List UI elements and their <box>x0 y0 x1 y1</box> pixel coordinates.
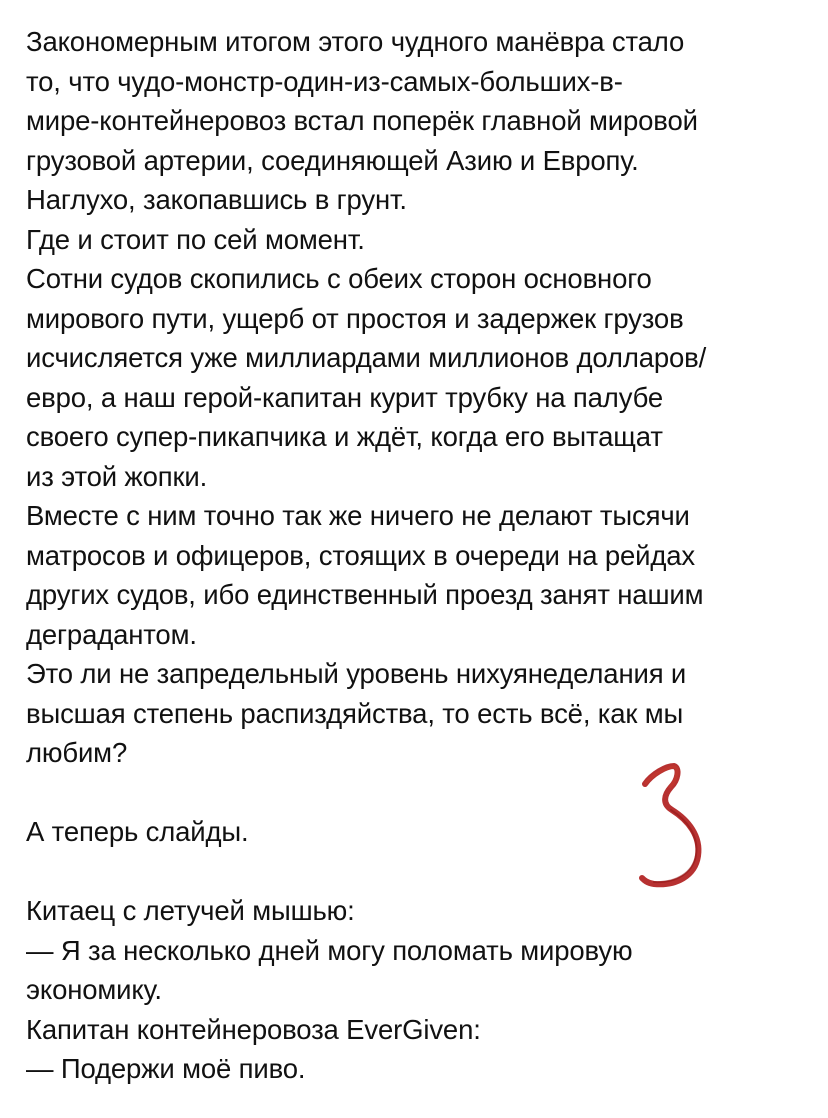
text-line: Наглухо, закопавшись в грунт. <box>26 184 407 215</box>
text-line: — Подержи моё пиво. <box>26 1053 306 1084</box>
text-line: исчисляется уже миллиардами миллионов долларов/ <box>26 342 707 373</box>
text-line: А теперь слайды. <box>26 816 249 847</box>
text-line: из этой жопки. <box>26 460 208 492</box>
text-line: высшая степень распиздяйства, то есть всё, как мы <box>26 697 684 729</box>
text-line: грузовой артерии, соединяющей Азию и Европу. <box>26 144 639 176</box>
text-line: Вместе с ним точно так же ничего не делают тысячи <box>26 500 690 531</box>
text-line: своего супер-пикапчика и ждёт, когда его вытащат <box>26 421 663 452</box>
text-line: мирового пути, ущерб от простоя и задержек грузов <box>26 302 684 334</box>
text-line: — Я за несколько дней могу поломать мировую <box>26 934 633 966</box>
text-line: экономику. <box>26 974 162 1005</box>
text-line: то, что чудо-монстр-один-из-самых-больших-в- <box>26 65 623 97</box>
handwritten-stroke <box>642 766 698 884</box>
text-line: Закономерным итогом этого чудного манёвра стало <box>26 26 685 57</box>
text-line: Это ли не запредельный уровень нихуянеделания и <box>26 658 687 689</box>
post-text <box>26 22 816 1089</box>
text-line: евро, а наш герой-капитан курит трубку на палубе <box>26 381 664 413</box>
text-line: Где и стоит по сей момент. <box>26 223 365 255</box>
text-line: матросов и офицеров, стоящих в очереди на рейдах <box>26 539 696 571</box>
handwritten-number-3 <box>632 762 704 890</box>
text-line: деградантом. <box>26 618 197 650</box>
text-line: любим? <box>26 737 128 768</box>
text-line: Китаец с летучей мышью: <box>26 895 355 926</box>
text-line: Сотни судов скопились с обеих сторон основного <box>26 263 652 294</box>
text-line: других судов, ибо единственный проезд занят нашим <box>26 579 704 610</box>
text-line: мире-контейнеровоз встал поперёк главной мировой <box>26 105 698 136</box>
text-line: Капитан контейнеровоза EverGiven: <box>26 1013 481 1045</box>
